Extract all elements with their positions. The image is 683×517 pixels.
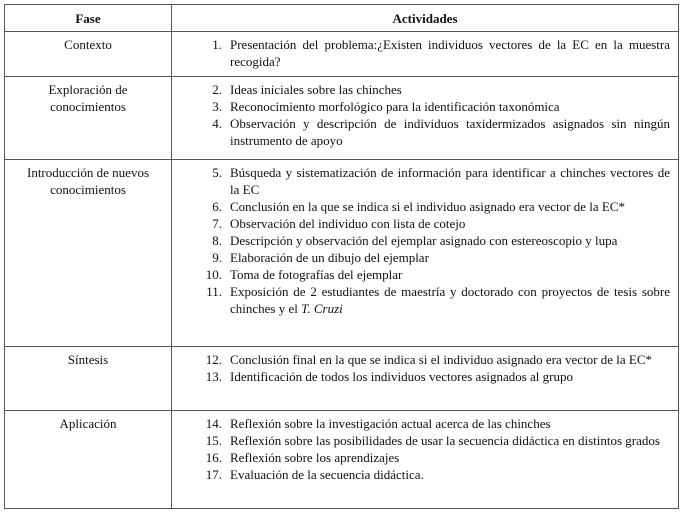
list-item: 1. Presentación del problema:¿Existen individuos vectores de la EC en la muestra recogida? (212, 37, 670, 69)
header-fase: Fase (5, 5, 172, 32)
list-item: 9. Elaboración de un dibujo del ejemplar (212, 250, 429, 265)
list-item: 8. Descripción y observación del ejemplar asignado con estereoscopio y lupa (212, 233, 618, 248)
list-item: 12. Conclusión final en la que se indica si el individuo asignado era vector de la EC* (205, 352, 653, 367)
header-actividades: Actividades (172, 5, 679, 32)
table-row (5, 347, 679, 411)
table-row (5, 411, 679, 509)
list-item: 13. Identificación de todos los individuos vectores asignados al grupo (205, 369, 573, 384)
list-item: 14. Reflexión sobre la investigación actual acerca de las chinches (205, 416, 551, 431)
pathogen-name: T. Cruzi (301, 301, 343, 316)
list-item: 3. Reconocimiento morfológico para la identificación taxonómica (212, 99, 560, 114)
list-item: 10. Toma de fotografías del ejemplar (205, 267, 403, 282)
list-item: 4. Observación y descripción de individuos taxidermizados asignados sin ningún instrumento de apoyo (212, 116, 670, 148)
table-row (5, 32, 679, 77)
phase-cell: Aplicación (5, 411, 172, 509)
activities-cell (172, 32, 679, 77)
list-item: 7. Observación del individuo con lista de cotejo (212, 216, 466, 231)
activities-cell (172, 411, 679, 509)
list-item: 2. Ideas iniciales sobre las chinches (212, 82, 402, 97)
activities-cell (172, 77, 679, 160)
table-header-row (5, 5, 679, 32)
activities-cell (172, 347, 679, 411)
table-row (5, 77, 679, 160)
phase-cell: Síntesis (5, 347, 172, 411)
phase-cell: Introducción de nuevos conocimientos (5, 160, 172, 347)
list-item: 6. Conclusión en la que se indica si el individuo asignado era vector de la EC* (212, 199, 625, 214)
table-row (5, 160, 679, 347)
list-item: 11. Exposición de 2 estudiantes de maestría y doctorado con proyectos de tesis sobre chinches y el T. Cruzi (206, 284, 670, 316)
list-item: 16. Reflexión sobre los aprendizajes (205, 450, 400, 465)
list-item: 15. Reflexión sobre las posibilidades de usar la secuencia didáctica en distintos grados (205, 433, 660, 448)
phase-cell: Exploración de conocimientos (5, 77, 172, 160)
phase-cell: Contexto (5, 32, 172, 77)
activities-cell (172, 160, 679, 347)
list-item: 17. Evaluación de la secuencia didáctica. (205, 467, 424, 482)
activities-table (4, 4, 679, 509)
list-item: 5. Búsqueda y sistematización de información para identificar a chinches vectores de la EC (212, 165, 670, 197)
